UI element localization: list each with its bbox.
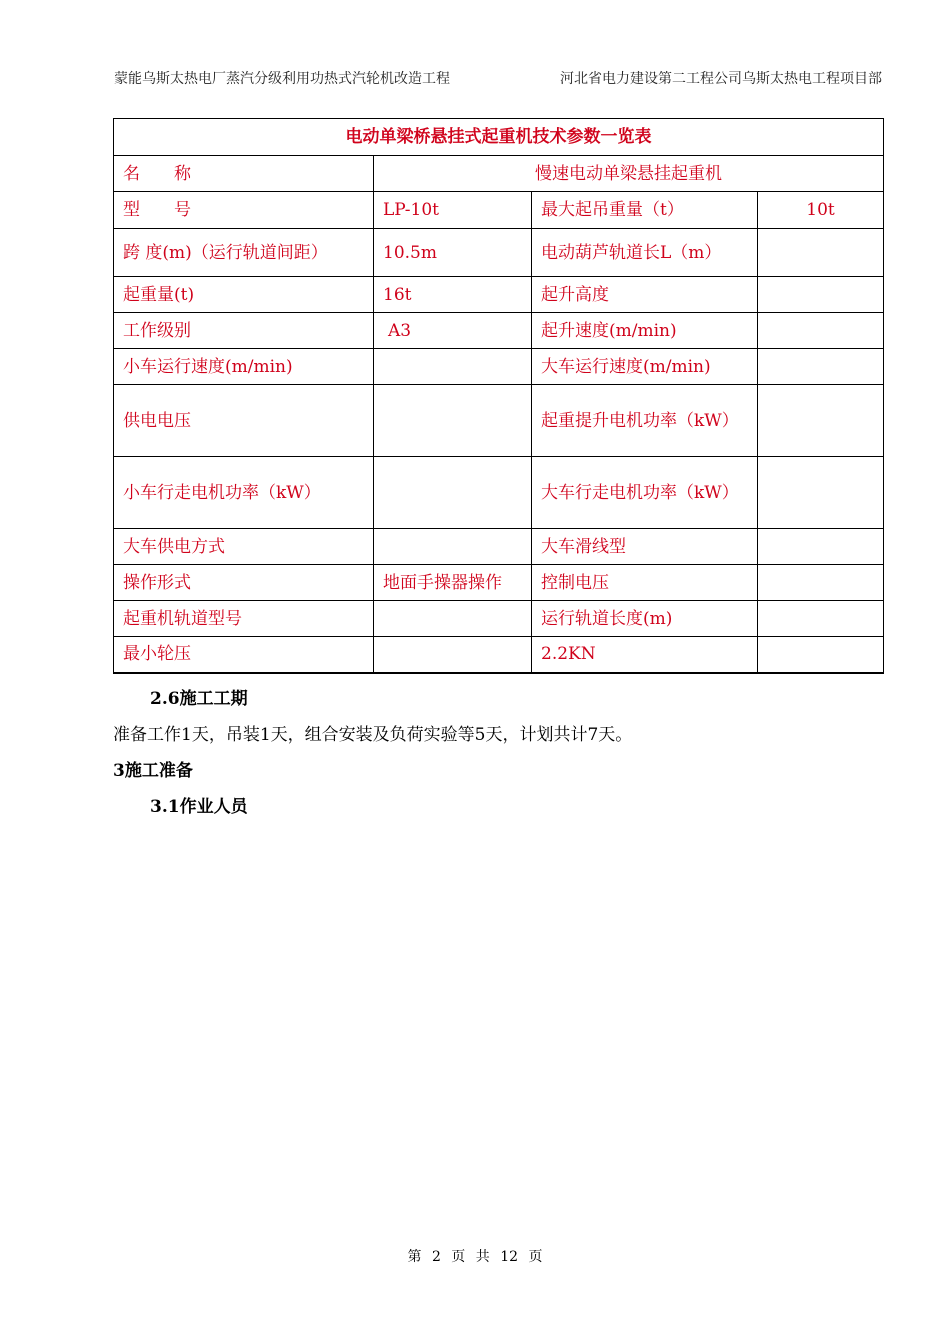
table-row <box>114 192 884 229</box>
row-value <box>374 457 532 529</box>
row-label: 操作形式 <box>114 565 374 601</box>
row-label: 跨 度(m)（运行轨道间距） <box>114 229 374 277</box>
row-label: 最小轮压 <box>114 637 374 673</box>
table-row <box>114 277 884 313</box>
row-label: 运行轨道长度(m) <box>532 601 758 637</box>
row-value <box>758 601 884 637</box>
row-value: 2.2KN <box>532 637 758 673</box>
row-label: 大车滑线型 <box>532 529 758 565</box>
row-value <box>758 565 884 601</box>
row-value <box>758 229 884 277</box>
table-row <box>114 385 884 457</box>
page-number-footer: 第 2 页 共 12 页 <box>407 1249 543 1265</box>
row-value <box>374 637 532 673</box>
row-value <box>758 457 884 529</box>
row-value: 地面手操器操作 <box>374 565 532 601</box>
table-row <box>114 637 884 673</box>
table-row <box>114 601 884 637</box>
row-value <box>374 601 532 637</box>
crane-spec-table <box>113 118 884 674</box>
section-3-heading: 3施工准备 <box>113 761 193 781</box>
table-title-row <box>114 119 884 156</box>
row-label: 小车行走电机功率（kW） <box>114 457 374 529</box>
row-label: 起重提升电机功率（kW） <box>532 385 758 457</box>
row-value <box>758 349 884 385</box>
row-label: 起重机轨道型号 <box>114 601 374 637</box>
name-value: 慢速电动单梁悬挂起重机 <box>374 156 884 192</box>
row-label: 工作级别 <box>114 313 374 349</box>
row-label: 电动葫芦轨道长L（m） <box>532 229 758 277</box>
row-value: 10t <box>758 192 884 229</box>
row-value: 10.5m <box>374 229 532 277</box>
row-label: 小车运行速度(m/min) <box>114 349 374 385</box>
row-label: 大车行走电机功率（kW） <box>532 457 758 529</box>
row-value <box>758 637 884 673</box>
row-label: 起升速度(m/min) <box>532 313 758 349</box>
table-row <box>114 457 884 529</box>
row-value: 16t <box>374 277 532 313</box>
section-3-1-heading: 3.1作业人员 <box>150 797 248 817</box>
row-label: 最大起吊重量（t） <box>532 192 758 229</box>
row-label: 起重量(t) <box>114 277 374 313</box>
row-label: 供电电压 <box>114 385 374 457</box>
table-row <box>114 156 884 192</box>
table-row <box>114 565 884 601</box>
row-label: 大车运行速度(m/min) <box>532 349 758 385</box>
row-label: 控制电压 <box>532 565 758 601</box>
name-label: 名 称 <box>114 156 374 192</box>
table-row <box>114 229 884 277</box>
table-row <box>114 313 884 349</box>
row-value <box>758 529 884 565</box>
table-title: 电动单梁桥悬挂式起重机技术参数一览表 <box>114 119 884 156</box>
section-2-6-heading: 2.6施工工期 <box>150 689 248 709</box>
row-value <box>758 277 884 313</box>
row-label: 起升高度 <box>532 277 758 313</box>
row-value <box>374 529 532 565</box>
section-2-6-body: 准备工作1天，吊装1天，组合安装及负荷实验等5天，计划共计7天。 <box>113 725 633 745</box>
table-row <box>114 529 884 565</box>
row-value <box>374 385 532 457</box>
row-value <box>374 349 532 385</box>
row-value <box>758 385 884 457</box>
row-label: 型 号 <box>114 192 374 229</box>
header-project-name: 蒙能乌斯太热电厂蒸汽分级利用功热式汽轮机改造工程 <box>114 71 450 87</box>
header-company-name: 河北省电力建设第二工程公司乌斯太热电工程项目部 <box>560 71 882 87</box>
table-row <box>114 349 884 385</box>
row-value <box>758 313 884 349</box>
row-label: 大车供电方式 <box>114 529 374 565</box>
row-value: A3 <box>374 313 532 349</box>
row-value: LP-10t <box>374 192 532 229</box>
